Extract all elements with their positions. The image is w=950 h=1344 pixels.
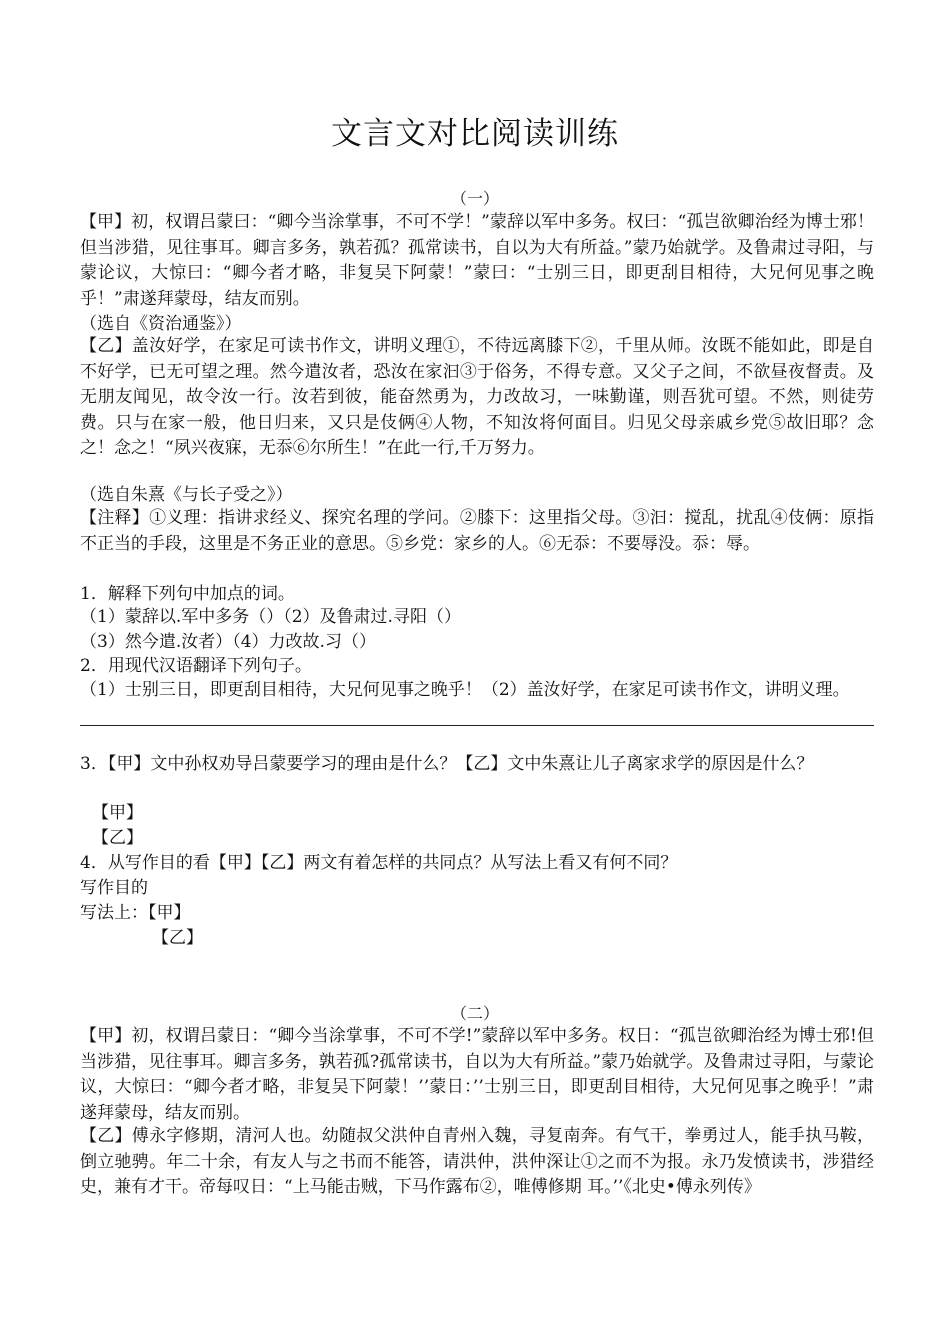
answer-label-writing-yi: 【乙】 <box>152 928 203 948</box>
answer-line <box>80 725 874 726</box>
answer-label-purpose: 写作目的 <box>80 878 148 898</box>
answer-label-yi-3: 【乙】 <box>92 828 143 848</box>
section-heading-1: （一） <box>450 189 499 208</box>
source-jia-1: （选自《资治通鉴》） <box>80 314 242 334</box>
question-3: 3．【甲】文中孙权劝导吕蒙要学习的理由是什么？【乙】文中朱熹让儿子离家求学的原因是什么？ <box>80 754 814 774</box>
question-2-items: （1）士别三日，即更刮目相待，大兄何见事之晚乎！（2）盖汝好学，在家足可读书作文，讲明义理。 <box>80 680 850 700</box>
answer-label-jia-3: 【甲】 <box>92 803 143 823</box>
passage-jia-1: 【甲】初，权谓吕蒙曰：“卿今当涂掌事，不可不学！”蒙辞以军中多务。权曰：“孤岂欲卿治经为博士邪！但当涉猎，见往事耳。卿言多务，孰若孤？孤常读书，自以为大有所益。”蒙乃始就学。及鲁肃过寻阳，与蒙论议，大惊曰：“卿今者才略，非复吴下阿蒙！”蒙曰：“士别三日，即更刮目相待，大兄何见事之晚乎！”肃遂拜蒙母，结友而别。 <box>80 212 874 309</box>
notes-1: 【注释】①义理：指讲求经义、探究名理的学问。②膝下：这里指父母。③汩：搅乱，扰乱④伎俩：原指不正当的手段，这里是不务正业的意思。⑤乡党：家乡的人。⑥无忝：不要辱没。忝：辱。 <box>80 508 874 554</box>
document-title: 文言文对比阅读训练 <box>331 116 619 152</box>
question-1-items-b: （3）然今遣.汝者）（4）力改故.习（） <box>80 632 376 652</box>
source-yi-1: （选自朱熹《与长子受之》） <box>80 485 293 505</box>
passage-yi-2: 【乙】傅永字修期，清河人也。幼随叔父洪仲自青州入魏，寻复南奔。有气干，拳勇过人，能手执马鞍，倒立驰骋。年二十余，有友人与之书而不能答，请洪仲，洪仲深让①之而不为报。永乃发愤读书，涉猎经史，兼有才干。帝每叹日：“上马能击贼，下马作露布②，唯傅修期 耳。’’《北史•傅永列传》 <box>80 1126 874 1197</box>
question-2: 2．用现代汉语翻译下列句子。 <box>80 656 312 676</box>
passage-yi-1: 【乙】盖汝好学，在家足可读书作文，讲明义理①，不待远离膝下②，千里从师。汝既不能如此，即是自不好学，已无可望之理。然今遣汝者，恐汝在家汩③于俗务，不得专意。又父子之间，不欲昼夜督责。及无朋友闻见，故令汝一行。汝若到彼，能奋然勇为，力改故习，一味勤谨，则吾犹可望。不然，则徒劳费。只与在家一般，他日归来，又只是伎俩④人物，不知汝将何面目。归见父母亲戚乡党⑤故旧耶？念之！念之！“夙兴夜寐，无忝⑥尔所生！”在此一行,千万努力。 <box>80 336 874 458</box>
section-heading-2: （二） <box>450 1004 499 1023</box>
passage-jia-2: 【甲】初，权谓吕蒙日：“卿今当涂掌事，不可不学!”蒙辞以军中多务。权日：“孤岂欲卿治经为博士邪!但当涉猎，见往事耳。卿言多务，孰若孤?孤常读书，自以为大有所益。”蒙乃始就学。及鲁肃过寻阳，与蒙论议，大惊曰：“卿今者才略，非复吴下阿蒙！’’蒙日：’’士别三日，即更刮目相待，大兄何见事之晚乎！”肃遂拜蒙母，结友而别。 <box>80 1026 874 1123</box>
answer-label-writing-jia: 写法上：【甲】 <box>80 903 191 923</box>
question-1: 1．解释下列句中加点的词。 <box>80 584 295 604</box>
question-1-items-a: （1）蒙辞以.军中多务（）（2）及鲁肃过.寻阳（） <box>80 607 461 627</box>
question-4: 4．从写作目的看【甲】【乙】两文有着怎样的共同点？从写法上看又有何不同？ <box>80 853 678 873</box>
